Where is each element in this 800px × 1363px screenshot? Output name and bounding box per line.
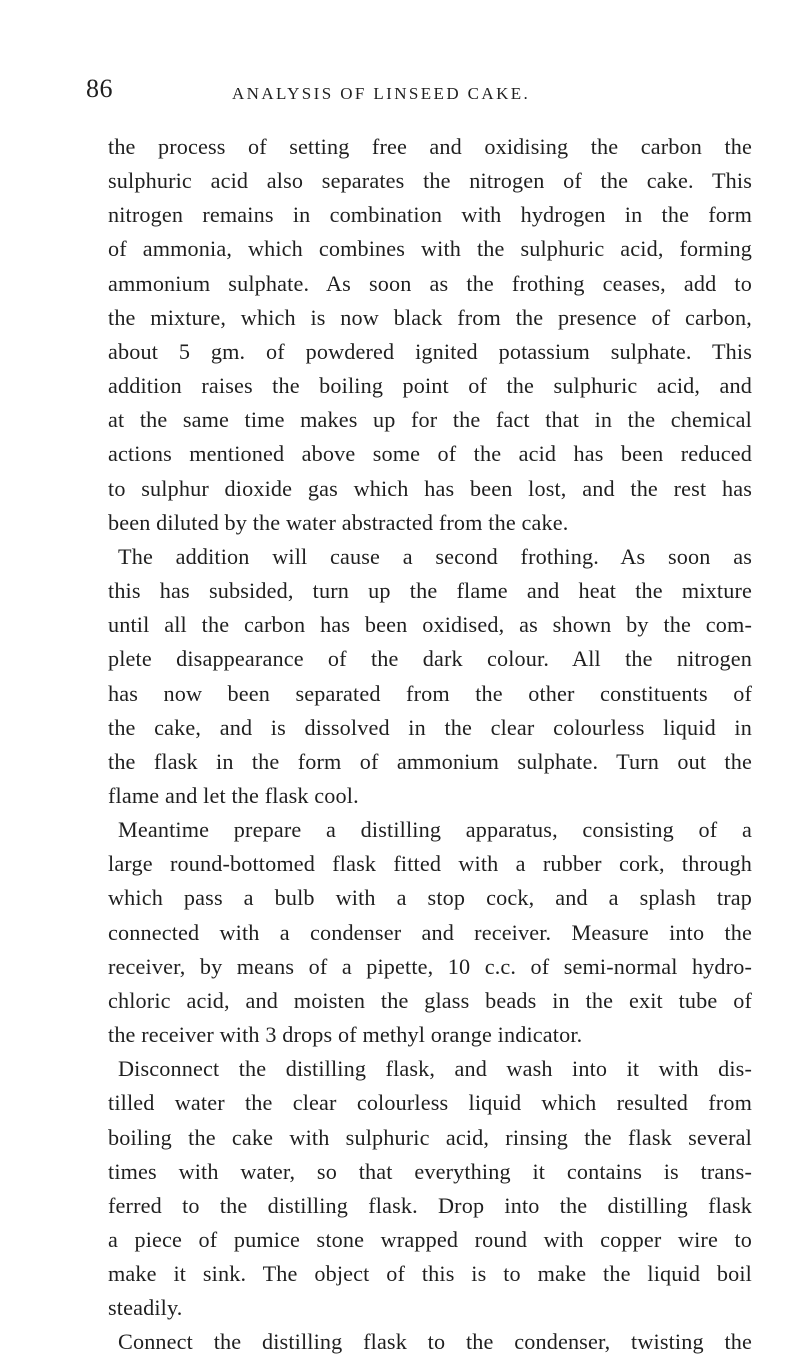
text-line: been diluted by the water abstracted from the cake. [108,509,569,535]
text-line: steadily. [108,1295,183,1321]
text-line: tilled water the clear colourless liquid which resulted from [108,1090,752,1116]
text-line: this has subsided, turn up the flame and heat the mixture [108,578,752,604]
text-line: at the same time makes up for the fact that in the chemical [108,407,752,433]
text-line: nitrogen remains in combination with hydrogen in the form [108,202,752,228]
text-line: actions mentioned above some of the acid has been reduced [108,441,752,467]
text-line: which pass a bulb with a stop cock, and a splash trap [108,885,752,911]
paragraph-first-line: The addition will cause a second frothing. As soon as [118,543,752,569]
text-line: sulphuric acid also separates the nitrogen of the cake. This [108,168,752,194]
page-number: 86 [86,74,113,103]
text-line: the cake, and is dissolved in the clear colourless liquid in [108,714,752,740]
text-line: has now been separated from the other constituents of [108,680,752,706]
text-line: to sulphur dioxide gas which has been lost, and the rest has [108,475,752,501]
text-line: ammonium sulphate. As soon as the frothing ceases, add to [108,270,752,296]
text-line: the receiver with 3 drops of methyl orange indicator. [108,1022,583,1048]
paragraph-first-line: Connect the distilling flask to the condenser, twisting the [118,1329,752,1355]
paragraph-first-line: Disconnect the distilling flask, and wash into it with dis- [118,1056,752,1082]
text-line: the process of setting free and oxidising the carbon the [108,134,752,159]
text-line: of ammonia, which combines with the sulphuric acid, forming [108,236,752,262]
text-line: receiver, by means of a pipette, 10 c.c. of semi-normal hydro- [108,953,752,979]
text-line: make it sink. The object of this is to make the liquid boil [108,1261,752,1287]
text-line: boiling the cake with sulphuric acid, rinsing the flask several [108,1124,752,1150]
text-line: plete disappearance of the dark colour. All the nitrogen [108,646,752,672]
text-line: addition raises the boiling point of the sulphuric acid, and [108,373,752,399]
text-line: a piece of pumice stone wrapped round with copper wire to [108,1227,752,1252]
text-line: flame and let the flask cool. [108,782,359,808]
body-text [108,130,752,1360]
text-line: large round-bottomed flask fitted with a rubber cork, through [108,851,752,877]
text-line: ferred to the distilling flask. Drop into the distilling flask [108,1192,752,1218]
text-line: the mixture, which is now black from the presence of carbon, [108,304,752,330]
running-head: ANALYSIS OF LINSEED CAKE. [232,84,531,103]
text-line: about 5 gm. of powdered ignited potassium sulphate. This [108,338,752,364]
text-line: the flask in the form of ammonium sulphate. Turn out the [108,748,752,774]
page-header [86,74,756,114]
text-line: until all the carbon has been oxidised, as shown by the com- [108,612,752,638]
text-line: chloric acid, and moisten the glass beads in the exit tube of [108,987,752,1013]
text-line: times with water, so that everything it contains is trans- [108,1158,752,1184]
text-line: connected with a condenser and receiver. Measure into the [108,919,752,945]
paragraph-first-line: Meantime prepare a distilling apparatus, consisting of a [118,817,752,843]
